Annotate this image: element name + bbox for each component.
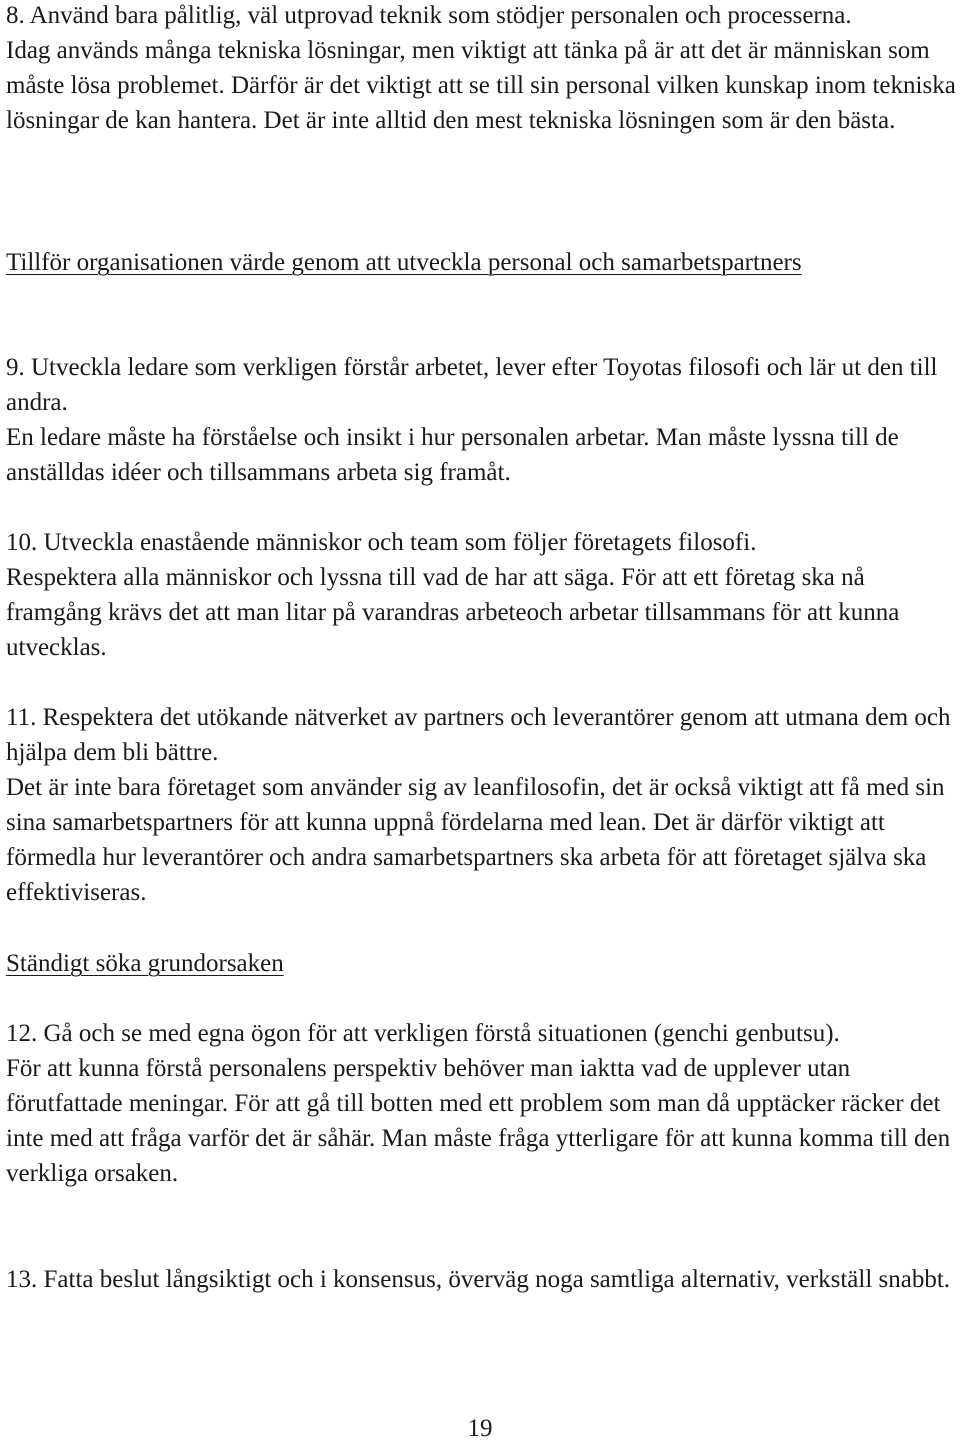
principle-13 [6,1262,956,1297]
principle-8-body: Idag används många tekniska lösningar, men viktigt att tänka på är att det är människan som måste lösa problemet. Därför är det viktigt att se till sin personal vilken kunskap inom tekniska lösningar de kan hantera. Det är inte alltid den mest tekniska lösningen som är den bästa. [6,37,956,134]
section-heading-develop-people-text: Tillför organisationen värde genom att utveckla personal och samarbetspartners [6,249,802,276]
principle-9-body: En ledare måste ha förståelse och insikt i hur personalen arbetar. Man måste lyssna till de anställdas idéer och tillsammans arbeta sig framåt. [6,424,899,486]
principle-12-body: För att kunna förstå personalens perspektiv behöver man iaktta vad de upplever utan förutfattade meningar. För att gå till botten med ett problem som man då upptäcker räcker det inte med att fråga varför det är såhär. Man måste fråga ytterligare för att kunna komma till den verkliga orsaken. [6,1055,951,1187]
section-heading-root-cause [6,946,956,981]
principle-11 [6,700,956,910]
principle-11-body: Det är inte bara företaget som använder sig av leanfilosofin, det är också viktigt att få med sin sina samarbetspartners för att kunna uppnå fördelarna med lean. Det är därför viktigt att förmedla hur leverantörer och andra samarbetspartners ska arbeta för att företaget själva ska effektiviseras. [6,774,945,906]
principle-10-heading: 10. Utveckla enastående människor och team som följer företagets filosofi. [6,529,757,556]
document-page [6,0,956,1444]
principle-11-heading: 11. Respektera det utökande nätverket av partners och leverantörer genom att utmana dem och hjälpa dem bli bättre. [6,704,951,766]
principle-10 [6,525,956,665]
principle-13-heading: 13. Fatta beslut långsiktigt och i konsensus, överväg noga samtliga alternativ, verkställ snabbt. [6,1266,951,1293]
principle-12 [6,1016,956,1191]
principle-9-heading: 9. Utveckla ledare som verkligen förstår arbetet, lever efter Toyotas filosofi och lär ut den till andra. [6,354,938,416]
principle-8 [6,0,956,138]
page-number: 19 [467,1415,493,1442]
section-heading-root-cause-text: Ständigt söka grundorsaken [6,950,284,977]
principle-12-heading: 12. Gå och se med egna ögon för att verkligen förstå situationen (genchi genbutsu). [6,1020,840,1047]
principle-10-body: Respektera alla människor och lyssna till vad de har att säga. För att ett företag ska nå framgång krävs det att man litar på varandras arbeteoch arbetar tillsammans för att kunna utvecklas. [6,564,900,661]
principle-9 [6,350,956,490]
principle-8-heading: 8. Använd bara pålitlig, väl utprovad teknik som stödjer personalen och processerna. [6,2,852,29]
section-heading-develop-people [6,245,956,280]
